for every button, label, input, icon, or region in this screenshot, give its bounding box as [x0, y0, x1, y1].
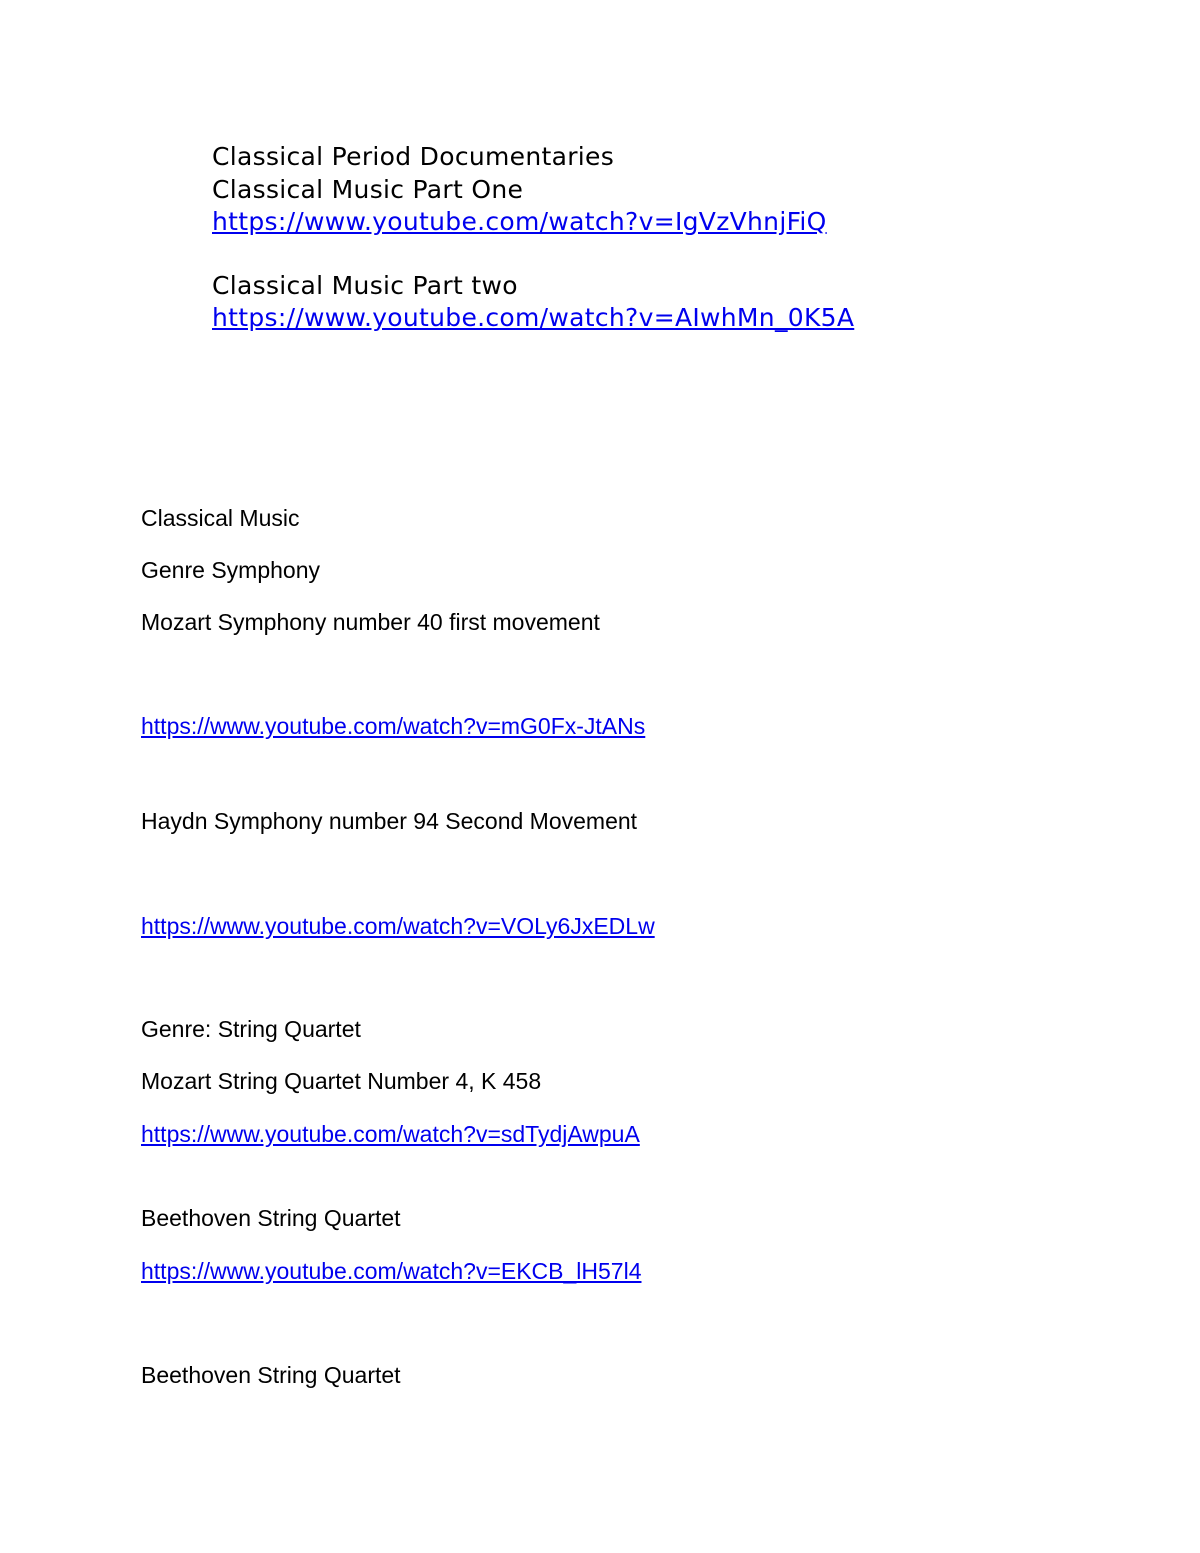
haydn-symphony-link[interactable]: https://www.youtube.com/watch?v=VOLy6JxEDLw [141, 913, 655, 939]
documentaries-title: Classical Period Documentaries [212, 142, 615, 171]
mozart-quartet-link[interactable]: https://www.youtube.com/watch?v=sdTydjAwpuA [141, 1121, 640, 1147]
mozart-symphony-link[interactable]: https://www.youtube.com/watch?v=mG0Fx-JtANs [141, 713, 646, 739]
genre-quartet-label: Genre: String Quartet [141, 1016, 361, 1042]
part-two-label: Classical Music Part two [212, 271, 518, 300]
beethoven-quartet-link[interactable]: https://www.youtube.com/watch?v=EKCB_lH57l4 [141, 1258, 642, 1284]
mozart-symphony-title: Mozart Symphony number 40 first movement [141, 609, 600, 635]
part-two-link[interactable]: https://www.youtube.com/watch?v=AIwhMn_0K5A [212, 303, 855, 332]
part-one-label: Classical Music Part One [212, 175, 524, 204]
part-one-link[interactable]: https://www.youtube.com/watch?v=IgVzVhnjFiQ [212, 207, 827, 236]
mozart-quartet-title: Mozart String Quartet Number 4, K 458 [141, 1068, 542, 1094]
haydn-symphony-title: Haydn Symphony number 94 Second Movement [141, 808, 638, 834]
beethoven-quartet-title: Beethoven String Quartet [141, 1205, 401, 1231]
genre-symphony-label: Genre Symphony [141, 557, 320, 583]
beethoven-quartet-title-2: Beethoven String Quartet [141, 1362, 401, 1388]
classical-music-heading: Classical Music [141, 505, 300, 531]
